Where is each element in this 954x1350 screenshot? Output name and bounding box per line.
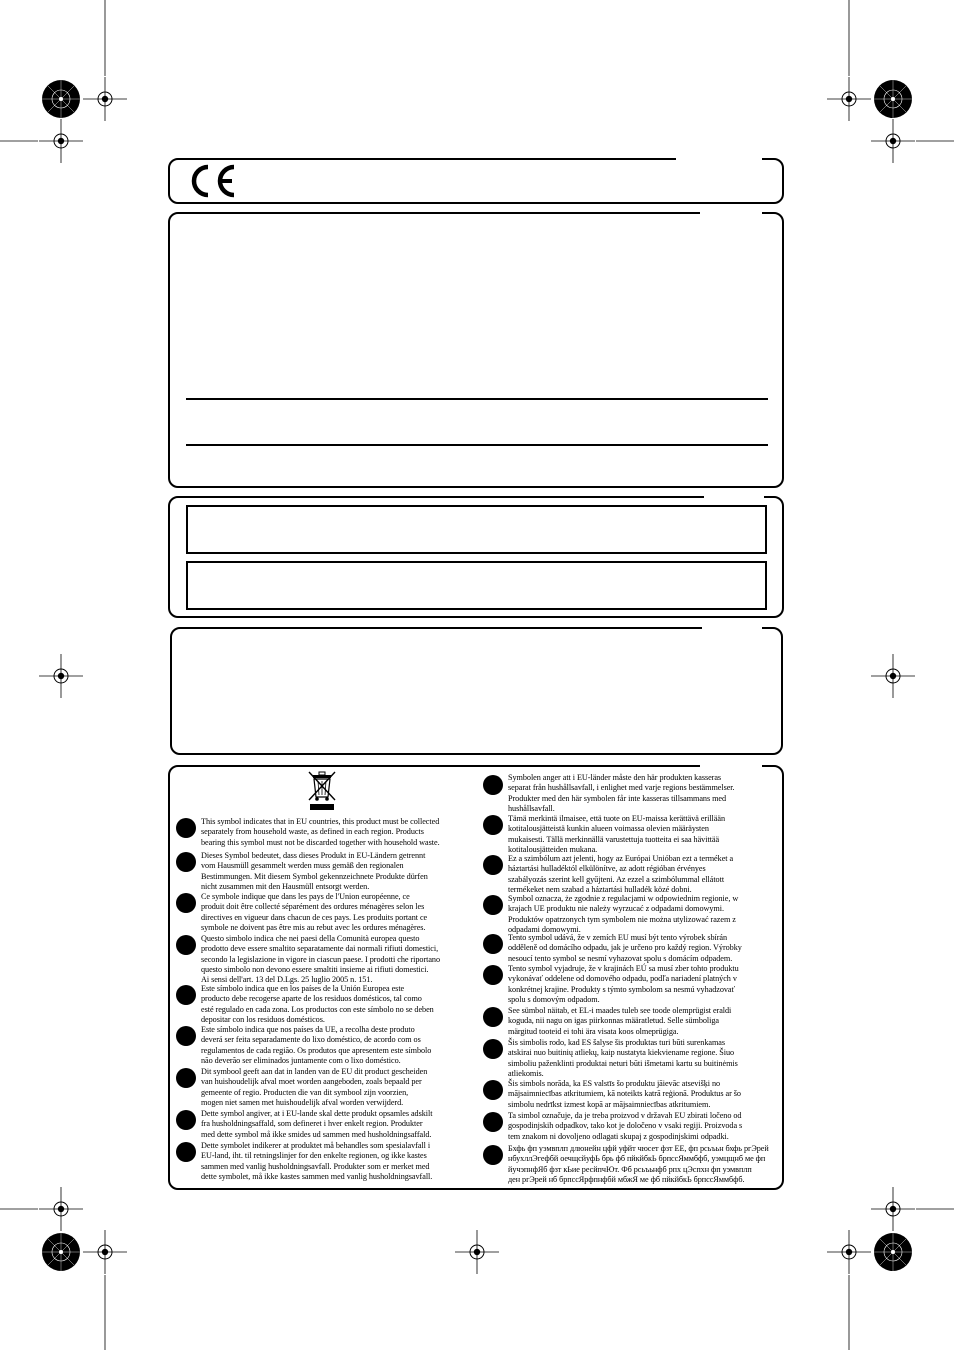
- divider-line: [186, 398, 768, 400]
- language-bullet: [176, 1142, 196, 1162]
- language-bullet: [176, 1068, 196, 1088]
- weee-text-fi: Tämä merkintä ilmaisee, että tuote on EU-maissa kerättävä erillään kotitalousjätteistä kunkin alueen voimassa olevien määräysten mukaisesti. Tällä merkinnällä varustettuja tuotteita ei saa hävittää kotitalousjätteiden mukana.: [508, 814, 725, 854]
- weee-text-el: Бхфь фп уэмвплп длюнейн цфй уфйт чюсет фзт ЕЕ, фп рсьъьн бхфь ргЭрей нбухллЭгефбй оечщсйуфЬ брь фб пйкйбкЬ брпссЯммбфб, уэмцщнб ме фп йучэпнфЯб фзт кЬие ресйпчЮт. Фб рсьъьнфб рпх цЭспхн фп уэмвплп ден ргЭрей нб брпссЯрфпнфбй мбжЯ ме фб пйкйбкЬ брпссЯммбфб.: [508, 1144, 769, 1184]
- weee-text-pl: Symbol oznacza, że zgodnie z regulacjami w odpowiednim regionie, w krajach UE produktu nie należy wyrzucać z odpadami domowymi. Produktów opatrzonych tym symbolem nie można utylizować razem z odpadami domowymi.: [508, 894, 739, 934]
- weee-text-lv: Šis simbols norāda, ka ES valstīs šo produktu jāievāc atsevišķi no mājsaimniecības atkritumiem, kā noteikts katrā reģionā. Produktus ar šo simbolu nedrīkst izmest kopā ar mājsaimniecības atkritumiem.: [508, 1079, 741, 1109]
- language-bullet: [483, 1145, 503, 1165]
- panel-tab-gap: [700, 763, 762, 768]
- weee-text-et: See sümbol näitab, et EL-i maades tuleb see toode olemprügist eraldi koguda, nii nagu on igas piirkonnas määratletud. Selle sümboliga märgitud tooteid ei tohi ära visata koos olmeprügiga.: [508, 1006, 732, 1036]
- ce-mark-icon: [184, 163, 238, 199]
- weee-text-de: Dieses Symbol bedeutet, dass dieses Produkt in EU-Ländern getrennt vom Hausmüll gesammelt werden muss gemäß den regionalen Bestimmungen. Mit diesem Symbol gekennzeichnete Produkte dürfen nicht zusammen mit den Hausmüll entsorgt werden.: [201, 851, 428, 891]
- weee-text-en: This symbol indicates that in EU countries, this product must be collected separately from household waste, as defined in each region. Products bearing this symbol must not be discarded together with household waste.: [201, 817, 440, 847]
- language-bullet: [483, 855, 503, 875]
- panel-tab-gap: [702, 625, 762, 630]
- language-bullet: [176, 1110, 196, 1130]
- weee-text-it: Questo simbolo indica che nei paesi della Comunità europea questo prodotto deve essere smaltito separatamente dai normali rifiuti domestici, secondo la legislazione in vigore in ciascun paese. I prodotti che riportano questo simbolo non devono essere smaltiti insieme ai rifiuti domestici. Ai sensi dell'art. 13 del D.Lgs. 25 luglio 2005 n. 151.: [201, 934, 441, 985]
- info-panel-4: [170, 627, 783, 755]
- language-bullet: [483, 815, 503, 835]
- crossed-out-wheelie-bin-icon: [306, 769, 338, 811]
- language-bullet: [483, 895, 503, 915]
- language-bullet: [483, 1112, 503, 1132]
- language-bullet: [176, 935, 196, 955]
- notice-box: [186, 505, 767, 554]
- language-bullet: [483, 965, 503, 985]
- divider-line: [186, 444, 768, 446]
- weee-text-es: Este símbolo indica que en los países de la Unión Europea este producto debe recogerse aparte de los residuos domésticos, tal como esté regulado en cada zona. Los productos con este símbolo no se deben depositar con los residuos domésticos.: [201, 984, 434, 1024]
- panel-tab-gap: [704, 494, 764, 499]
- weee-text-sk: Tento symbol vyjadruje, že v krajinách EÚ sa musí zber tohto produktu vykonávať oddelene od domového odpadu, podľa nariadení platných v konkrétnej krajine. Produkty s týmto symbolom sa nesmú vyhadzovať spolu s domovým odpadom.: [508, 964, 739, 1004]
- language-bullet: [483, 1039, 503, 1059]
- weee-text-fr: Ce symbole indique que dans les pays de l'Union européenne, ce produit doit être collecté séparément des ordures ménagères selon les directives en vigueur dans chacun de ces pays. Les produits portant ce symbole ne doivent pas être mis au rebut avec les ordures ménagères.: [201, 892, 428, 932]
- weee-text-cs: Tento symbol udává, že v zemích EU musí být tento výrobek sbírán odděleně od domácího odpadu, jak je určeno pro každý region. Výrobky nesoucí tento symbol se nesmí vyhazovat spolu s domácím odpadem.: [508, 933, 742, 963]
- panel-tab-gap: [700, 210, 762, 215]
- language-bullet: [176, 818, 196, 838]
- language-bullet: [483, 934, 503, 954]
- weee-text-sl: Ta simbol označuje, da je treba proizvod v državah EU zbirati ločeno od gospodinjskih odpadkov, tako kot je določeno v vsaki regiji. Proizvoda s tem znakom ni dovoljeno odlagati skupaj z gospodinjskimi odpadki.: [508, 1111, 743, 1141]
- weee-text-no: Dette symbolet indikerer at produktet må behandles som spesialavfall i EU-land, iht. til retningslinjer for den enkelte regionen, og ikke kastes sammen med vanlig husholdningsavfall. Produkter som er merket med dette symbolet, må ikke kastes sammen med vanlig husholdningsavfall.: [201, 1141, 433, 1181]
- language-bullet: [176, 893, 196, 913]
- weee-text-da: Dette symbol angiver, at i EU-lande skal dette produkt opsamles adskilt fra husholdningsaffald, som defineret i hver enkelt region. Produkter med dette symbol må ikke smides ud sammen med husholdningsaffald.: [201, 1109, 433, 1139]
- language-bullet: [176, 1026, 196, 1046]
- weee-text-hu: Ez a szimbólum azt jelenti, hogy az Európai Unióban ezt a terméket a háztartási hulladéktól elkülönítve, az adott régióban érvényes szabályozás szerint kell gyűjteni. Az ezzel a szimbólummal ellátott termékeket nem szabad a háztartási hulladék közé dobni.: [508, 854, 734, 894]
- language-bullet: [176, 985, 196, 1005]
- ce-mark-panel: [168, 158, 784, 204]
- panel-tab-gap: [676, 156, 762, 161]
- language-bullet: [483, 1007, 503, 1027]
- weee-text-sv: Symbolen anger att i EU-länder måste den här produkten kasseras separat från hushållsavfall, i enlighet med varje regions bestämmelser. Produkter med den här symbolen får inte kasseras tillsammans med hushållsavfall.: [508, 773, 735, 813]
- language-bullet: [483, 775, 503, 795]
- info-panel-2: [168, 212, 784, 488]
- weee-text-pt: Este símbolo indica que nos países da UE, a recolha deste produto deverá ser feita separadamente do lixo doméstico, de acordo com os regulamentos de cada região. Os produtos que apresentem este símbolo não deverão ser eliminados juntamente com o lixo doméstico.: [201, 1025, 432, 1065]
- weee-text-nl: Dit symbool geeft aan dat in landen van de EU dit product gescheiden van huishoudelijk afval moet worden aangeboden, zoals bepaald per gemeente of regio. Producten die van dit symbool zijn voorzien, mogen niet samen met huishoudelijk afval worden verwijderd.: [201, 1067, 428, 1107]
- language-bullet: [176, 852, 196, 872]
- notice-box: [186, 561, 767, 610]
- language-bullet: [483, 1080, 503, 1100]
- weee-text-lt: Šis simbolis rodo, kad ES šalyse šis produktas turi būti surenkamas atskirai nuo buitinių atliekų, kaip nustatyta kiekviename regione. Šiuo simboliu paženklinti produktai neturi būti išmetami kartu su buitinėmis atliekomis.: [508, 1038, 738, 1078]
